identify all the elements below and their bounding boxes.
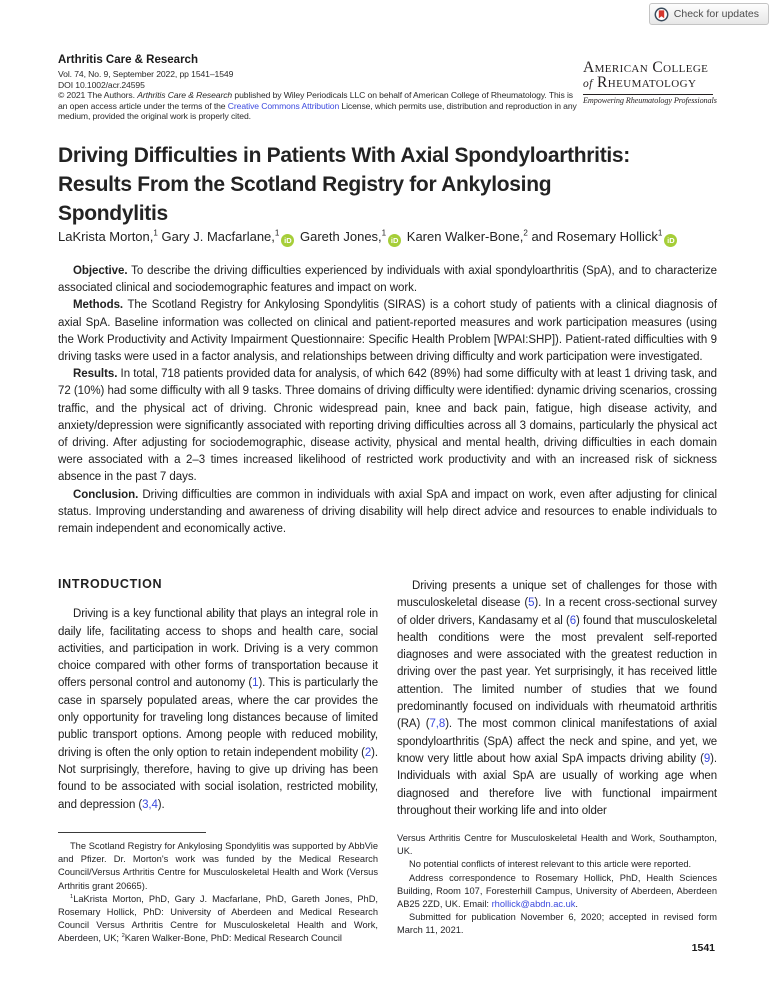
abstract-methods-label: Methods. [73, 299, 124, 312]
check-for-updates-button[interactable] [649, 3, 769, 25]
title-line-2: Results From the Scotland Registry for Ankylosing [58, 173, 552, 196]
orcid-icon[interactable]: iD [388, 234, 401, 247]
title-line-1: Driving Difficulties in Patients With Axial Spondyloarthritis: [58, 144, 630, 167]
doi-line: DOI 10.1002/acr.24595 [58, 79, 145, 90]
superscript: 1 [657, 228, 663, 238]
citation-ref[interactable]: 7,8 [429, 718, 446, 731]
citation-ref[interactable]: 2 [364, 746, 372, 759]
right-column [397, 576, 717, 820]
inline-link[interactable]: rhollick@abdn.ac.uk [491, 899, 576, 910]
abstract-conclusion-text: Driving difficulties are common in individuals with axial SpA and impact on work, even after adjusting for clinical status. Improving understanding and awareness of driving disability will help direct advice and resources to enable individuals to remain independent and economically active. [58, 488, 717, 536]
footnote-paragraph: Address correspondence to Rosemary Hollick, PhD, Health Sciences Building, Room 107, Foresterhill Campus, University of Aberdeen, Aberdeen AB25 2ZD, UK. Email: rhollick@abdn.ac.uk. [397, 872, 717, 910]
acr-logo-of: of [583, 78, 593, 90]
body-columns [58, 576, 717, 820]
footnote-paragraph: No potential conflicts of interest relevant to this article were reported. [409, 859, 692, 870]
acr-logo-line2 [583, 75, 713, 92]
citation-ref[interactable]: 9 [703, 752, 711, 765]
abstract-objective [58, 263, 717, 297]
title-line-3: Spondylitis [58, 202, 168, 225]
acr-logo-name: Rheumatology [597, 74, 697, 91]
crossmark-icon [654, 7, 669, 22]
abstract-results [58, 366, 717, 486]
article-title [58, 141, 728, 228]
footnotes-right [397, 832, 717, 946]
footnote-paragraph: The Scotland Registry for Ankylosing Spondylitis was supported by AbbVie and Pfizer. Dr. Morton's work was funded by the Medical Research Council/Versus Arthritis Centre for Musculoskeletal Health and Work (Versus Arthritis grant 20665). [58, 841, 378, 891]
acr-logo [583, 59, 717, 105]
abstract-methods [58, 297, 717, 366]
italic-text: Arthritis Care & Research [137, 90, 233, 101]
journal-name: Arthritis Care & Research [58, 54, 198, 66]
left-column [58, 576, 378, 820]
intro-paragraph-left: Driving is a key functional ability that plays an integral role in daily life, facilitating access to shops and health care, social activities, and participation in work. Driving is a very common choice compared with other forms of transportation because it offers personal control and autonomy (1). This is particularly the case in sparsely populated areas, where the car provides the only opportunity for traveling long distances because of limited public transport options. Among people with reduced mobility, driving is often the only option to retain independent mobility (2). Not surprisingly, therefore, having to give up driving has been found to be associated with social isolation, restricted mobility, and depression (3,4). [58, 608, 378, 811]
superscript: 1 [381, 228, 387, 238]
superscript: 1 [70, 893, 74, 900]
copyright-text: © 2021 The Authors. Arthritis Care & Research published by Wiley Periodicals LLC on behalf of American College of Rheumatology. This is an open access article under the terms of the Creative Commons Attribution License, which permits use, distribution and reproduction in any medium, provided the original work is properly cited. [58, 90, 577, 122]
introduction-heading: INTRODUCTION [58, 577, 163, 591]
intro-paragraph-right: Driving presents a unique set of challenges for those with musculoskeletal disease (5). In a recent cross-sectional survey of older drivers, Kandasamy et al (6) found that musculoskeletal health conditions were the most prevalent self-reported diagnoses and were associated with the greatest reduction in driving over the past year. Yet surprisingly, it has received little attention. The limited number of studies that we found predominantly focused on individuals with rheumatoid arthritis (RA) (7,8). The most common clinical manifestations of axial spondyloarthritis (SpA) affect the neck and spine, and yet, we know very little about how axial SpA impacts driving ability (9). Individuals with axial SpA are usually of working age when diagnosed and therefore live with functional impairment throughout their working life and into older [397, 580, 718, 817]
acr-logo-tagline: Empowering Rheumatology Professionals [583, 96, 717, 105]
footnote-paragraph: Versus Arthritis Centre for Musculoskeletal Health and Work, Southampton, UK. [397, 833, 717, 857]
citation-ref[interactable]: 1 [252, 677, 259, 690]
abstract-results-text: In total, 718 patients provided data for analysis, of which 642 (89%) had some difficulty with at least 1 driving task, and 72 (10%) had some difficulty with all 9 tasks. Three domains of driving difficulty were identified: dynamic driving scenarios, crossing traffic, and the physical act of driving. Chronic widespread pain, knee and back pain, fatigue, high disease activity, and anxiety/depression were significantly associated with reporting driving difficulties across all 3 domains, particularly the physical act of driving. After adjusting for sociodemographic, disease activity, physical and mental health, driving difficulties in each domain were associated with a 2–3 times increased likelihood of restricted work productivity and with an increased risk of sickness absence in the past 7 days. [58, 368, 717, 484]
abstract-objective-label: Objective. [73, 265, 128, 277]
orcid-icon[interactable]: iD [664, 234, 677, 247]
abstract-methods-text: The Scotland Registry for Ankylosing Spondylitis (SIRAS) is a cohort study of patients with a clinical diagnosis of axial SpA. Baseline information was collected on clinical and patient-reported measures and work participation measures (using the Work Productivity and Activity Impairment Questionnaire: Specific Health Problem [WPAI:SHP]). Patient-rated difficulties with 9 driving tasks were used in a factor analysis, and relationships between driving difficulty and work participation were investigated. [58, 299, 717, 364]
footnotes-left-paragraphs [58, 840, 378, 946]
acr-logo-line1: American College [583, 59, 709, 76]
abstract-results-label: Results. [73, 368, 118, 381]
check-for-updates-label: Check for updates [673, 8, 759, 20]
orcid-icon[interactable]: iD [281, 234, 294, 247]
acr-logo-divider [583, 94, 713, 95]
masthead [58, 54, 580, 122]
page-number: 1541 [691, 942, 715, 954]
abstract-objective-text: To describe the driving difficulties experienced by individuals with axial spondyloarthritis (SpA), and to characterize associated clinical and sociodemographic features and impact on work. [58, 265, 717, 295]
abstract-conclusion [58, 487, 717, 539]
footnotes-left [58, 832, 378, 946]
abstract [58, 263, 717, 538]
authors-line: LaKrista Morton,$^1$ Gary J. Macfarlane,$^1$iD Gareth Jones,$^1$iD Karen Walker-Bone,$^2$ and Rosemary Hollick$^1$iD [58, 229, 720, 247]
citation-ref[interactable]: 3,4 [142, 798, 158, 811]
footnote-paragraph: $^1$LaKrista Morton, PhD, Gary J. Macfarlane, PhD, Gareth Jones, PhD, Rosemary Hollick, PhD: University of Aberdeen and Medical Research Council Versus Arthritis Centre for Musculoskeletal Health and Work, Aberdeen, UK; $^2$Karen Walker-Bone, PhD: Medical Research Council [58, 893, 378, 944]
footnote-paragraph: Submitted for publication November 6, 2020; accepted in revised form March 11, 2021. [397, 912, 717, 936]
inline-link[interactable]: Creative Commons Attribution [227, 100, 340, 111]
abstract-conclusion-label: Conclusion. [73, 488, 139, 501]
superscript: 2 [121, 933, 125, 940]
citation-ref[interactable]: 5 [528, 597, 535, 610]
superscript: 2 [523, 228, 528, 238]
superscript: 1 [274, 228, 280, 238]
issue-line: Vol. 74, No. 9, September 2022, pp 1541–1549 [58, 69, 234, 79]
superscript: 1 [153, 228, 158, 238]
footnote-divider [58, 832, 206, 833]
footnotes [58, 832, 717, 946]
citation-ref[interactable]: 6 [569, 614, 577, 627]
